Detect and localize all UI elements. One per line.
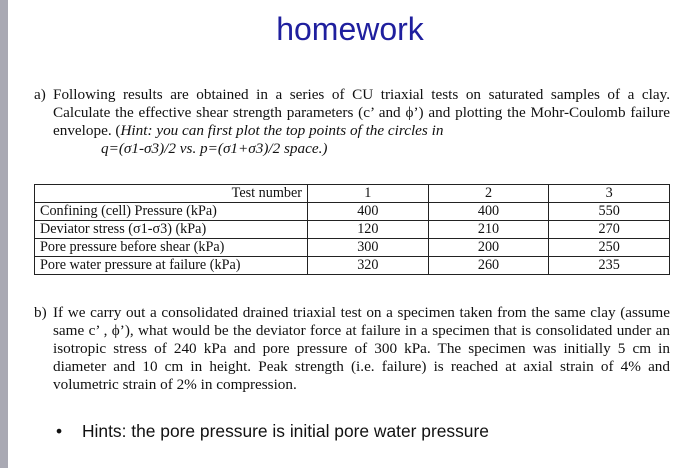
cell: 260 — [428, 257, 549, 275]
header-test-3: 3 — [549, 185, 670, 203]
question-a-text: Following results are obtained in a series of CU triaxial tests on saturated samples of a clay. Calculate the effective shear strength parameters (c’ and ϕ’) and plotting the Mohr-Coulomb failure envelope. ( — [53, 86, 670, 139]
question-b-marker: b) — [34, 304, 47, 321]
question-a-marker: a) — [34, 86, 46, 103]
table-header-row — [35, 185, 670, 203]
hint-bullet-item — [56, 421, 489, 442]
cell: 270 — [549, 221, 670, 239]
table-row — [35, 221, 670, 239]
slide-title: homework — [276, 11, 424, 47]
row-label: Deviator stress (σ1-σ3) (kPa) — [35, 221, 308, 239]
table-row — [35, 203, 670, 221]
cell: 235 — [549, 257, 670, 275]
question-a-equation: q=(σ1-σ3)/2 vs. p=(σ1+σ3)/2 space.) — [101, 140, 328, 157]
cell: 250 — [549, 239, 670, 257]
row-label: Confining (cell) Pressure (kPa) — [35, 203, 308, 221]
slide-left-bar — [0, 0, 8, 468]
cell: 300 — [308, 239, 429, 257]
header-test-1: 1 — [308, 185, 429, 203]
hint-text: Hints: the pore pressure is initial pore water pressure — [82, 421, 489, 441]
table-row — [35, 257, 670, 275]
cell: 210 — [428, 221, 549, 239]
cell: 120 — [308, 221, 429, 239]
cell: 400 — [308, 203, 429, 221]
question-a — [34, 86, 670, 158]
cell: 320 — [308, 257, 429, 275]
question-b — [34, 304, 670, 394]
bullet-icon: • — [56, 421, 63, 441]
header-test-2: 2 — [428, 185, 549, 203]
cell: 200 — [428, 239, 549, 257]
cell: 400 — [428, 203, 549, 221]
row-label: Pore water pressure at failure (kPa) — [35, 257, 308, 275]
header-test-number: Test number — [35, 185, 308, 203]
cell: 550 — [549, 203, 670, 221]
test-results-table — [34, 184, 670, 275]
question-a-hint: Hint: you can first plot the top points of the circles in — [120, 122, 444, 139]
row-label: Pore pressure before shear (kPa) — [35, 239, 308, 257]
question-b-text: If we carry out a consolidated drained triaxial test on a specimen taken from the same clay (assume same c’ , ϕ’), what would be the deviator force at failure in a specimen that is consolidated under an isotropic stress of 240 kPa and pore pressure of 300 kPa. The specimen was initially 5 cm in diameter and 10 cm in height. Peak strength (i.e. failure) is reached at axial strain of 4% and volumetric strain of 2% in compression. — [53, 304, 670, 393]
table-row — [35, 239, 670, 257]
